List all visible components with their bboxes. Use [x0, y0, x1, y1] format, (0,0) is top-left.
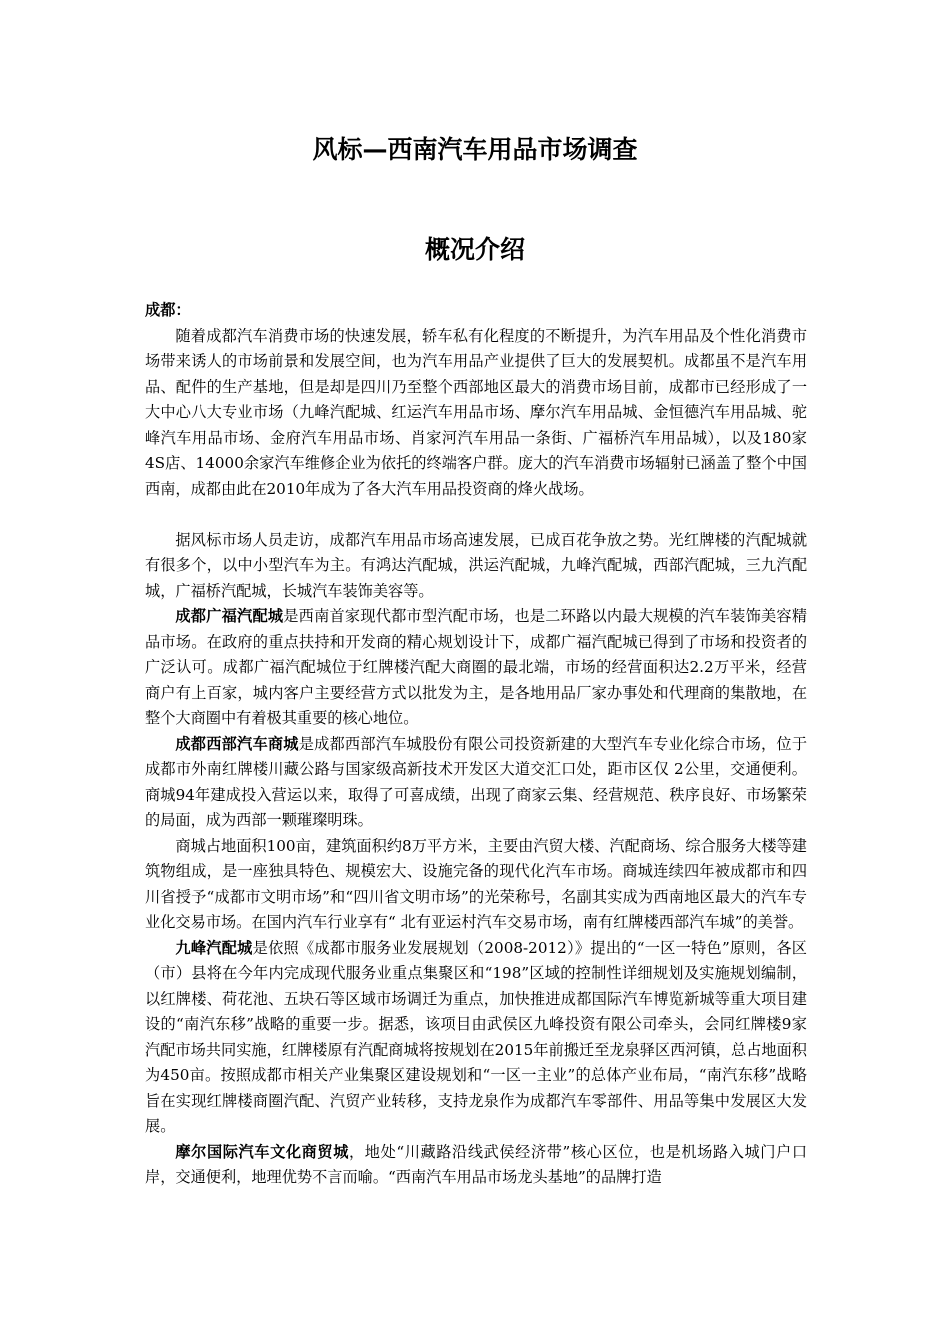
paragraph-jiufeng [145, 936, 807, 1140]
xibu-name: 成都西部汽车商城 [175, 734, 299, 753]
paragraph-moer [145, 1140, 807, 1191]
guangfu-text: 是西南首家现代都市型汽配市场，也是二环路以内最大规模的汽车装饰美容精品市场。在政府的重点扶持和开发商的精心规划设计下，成都广福汽配城已得到了市场和投资者的广泛认可。成都广福汽配城位于红牌楼汽配大商圈的最北端，市场的经营面积达2.2万平米，经营商户有上百家，城内客户主要经营方式以批发为主，是各地用品厂家办事处和代理商的集散地，在整个大商圈中有着极其重要的核心地位。 [145, 607, 808, 727]
document-title: 风标—西南汽车用品市场调查 [312, 135, 638, 164]
paragraph-xibu [145, 732, 807, 834]
jiufeng-text: 是依照《成都市服务业发展规划（2008-2012）》提出的“一区一特色”原则，各区（市）县将在今年内完成现代服务业重点集聚区和“198”区域的控制性详细规划及实施规划编制，以红牌楼、荷花池、五块石等区域市场调迁为重点，加快推进成都国际汽车博览新城等重大项目建设的“南汽东移”战略的重要一步。据悉，该项目由武侯区九峰投资有限公司牵头，会同红牌楼9家汽配市场共同实施，红牌楼原有汽配商城将按规划在2015年前搬迁至龙泉驿区西河镇，总占地面积为450亩。按照成都市相关产业集聚区建设规划和“一区一主业”的总体产业布局，“南汽东移”战略旨在实现红牌楼商圈汽配、汽贸产业转移，支持龙泉作为成都汽车零部件、用品等集中发展区大发展。 [145, 938, 807, 1135]
guangfu-name: 成都广福汽配城 [175, 607, 284, 625]
xibu-text: 是成都西部汽车城股份有限公司投资新建的大型汽车专业化综合市场，位于成都市外南红牌楼川藏公路与国家级高新技术开发区大道交汇口处，距市区仅 2公里，交通便利。商城94年建成投入营运以来，取得了可喜成绩，出现了商家云集、经营规范、秩序良好、市场繁荣的局面，成为西部一颗璀璨明珠。 [145, 734, 808, 829]
paragraph-xibu-area: 商城占地面积100亩，建筑面积约8万平方米，主要由汽贸大楼、汽配商场、综合服务大楼等建筑物组成，是一座独具特色、规模宏大、设施完备的现代化汽车市场。商城连续四年被成都市和四川省授予“成都市文明市场”和“四川省文明市场”的光荣称号，名副其实成为西南地区最大的汽车专业化交易市场。在国内汽车行业享有“ 北有亚运村汽车交易市场，南有红牌楼西部汽车城”的美誉。 [145, 836, 807, 931]
paragraph-market-survey: 据风标市场人员走访，成都汽车用品市场高速发展，已成百花争放之势。光红牌楼的汽配城就有很多个，以中小型汽车为主。有鸿达汽配城，洪运汽配城，九峰汽配城，西部汽配城，三九汽配城，广福桥汽配城，长城汽车装饰美容等。 [145, 530, 807, 600]
section-title: 概况介绍 [424, 235, 525, 264]
paragraph-guangfu [145, 604, 807, 732]
document-body [145, 298, 807, 1191]
paragraph-intro: 随着成都汽车消费市场的快速发展，轿车私有化程度的不断提升，为汽车用品及个性化消费市场带来诱人的市场前景和发展空间，也为汽车用品产业提供了巨大的发展契机。成都虽不是汽车用品、配件的生产基地，但是却是四川乃至整个西部地区最大的消费市场目前，成都市已经形成了一大中心八大专业市场（九峰汽配城、红运汽车用品市场、摩尔汽车用品城、金恒德汽车用品城、驼峰汽车用品市场、金府汽车用品市场、肖家河汽车用品一条街、广福桥汽车用品城），以及180家4S店、14000余家汽车维修企业为依托的终端客户群。庞大的汽车消费市场辐射已涵盖了整个中国西南，成都由此在2010年成为了各大汽车用品投资商的烽火战场。 [145, 326, 807, 498]
jiufeng-name: 九峰汽配城 [175, 938, 253, 957]
moer-text: ，地处“川藏路沿线武侯经济带”核心区位，也是机场路入城门户口岸，交通便利，地理优势不言而喻。“西南汽车用品市场龙头基地”的品牌打造 [145, 1142, 808, 1186]
moer-name: 摩尔国际汽车文化商贸城 [175, 1142, 349, 1161]
city-label: 成都： [145, 301, 191, 319]
